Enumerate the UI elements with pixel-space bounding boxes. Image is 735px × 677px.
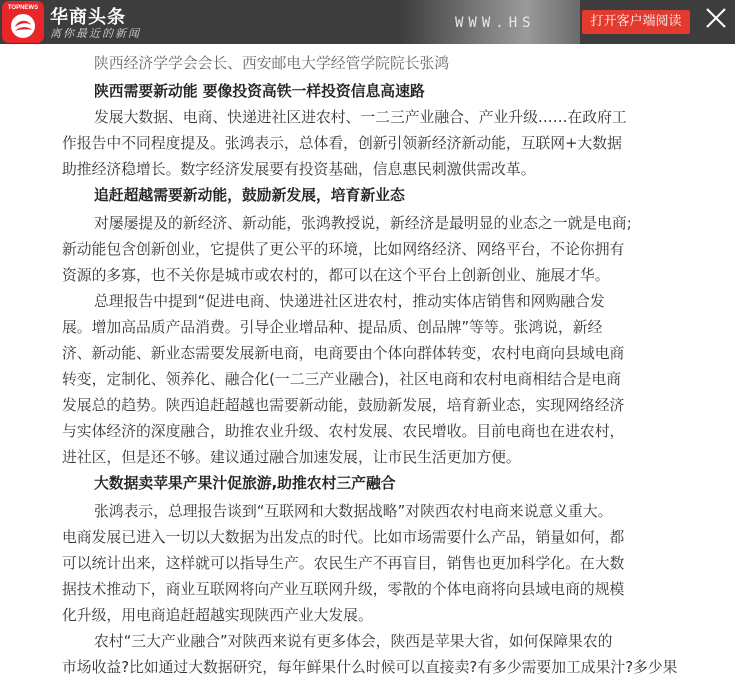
logo-badge: TOPNEWS	[7, 5, 39, 11]
paragraph-line: 展。增加高品质产品消费。引导企业增品种、提品质、创品牌”等等。张鸿说，新经	[62, 319, 603, 336]
paragraph-line: 发展大数据、电商、快递进社区进农村、一二三产业融合、产业升级……在政府工	[94, 109, 627, 126]
paragraph-line: 助推经济稳增长。数字经济发展要有投资基础，信息惠民刺激供需改革。	[62, 161, 536, 178]
brand-name: 华商头条	[50, 7, 126, 28]
paragraph-line: 张鸿表示，总理报告谈到“互联网和大数据战略”对陕西农村电商来说意义重大。	[94, 503, 613, 520]
paragraph-line: 进社区，但是还不够。建议通过融合加速发展，让市民生活更加方便。	[62, 449, 521, 466]
close-icon[interactable]	[703, 5, 729, 31]
paragraph-line: 化升级，用电商追赶超越实现陕西产业大发展。	[62, 607, 373, 624]
section-heading: 大数据卖苹果产果汁促旅游,助推农村三产融合	[94, 475, 396, 492]
paragraph-line: 济、新动能、新业态需要发展新电商，电商要由个体向群体转变，农村电商向县域电商	[62, 345, 625, 362]
paragraph-line: 对屡屡提及的新经济、新动能，张鸿教授说，新经济是最明显的业态之一就是电商;	[94, 215, 632, 232]
paragraph-line: 据技术推动下，商业互联网将向产业互联网升级，零散的个体电商将向县域电商的规模	[62, 581, 625, 598]
brand-slogan: 离你最近的新闻	[50, 27, 141, 40]
paragraph-line: 作报告中不同程度提及。张鸿表示，总体看，创新引领新经济新动能，互联网+大数据	[62, 135, 622, 152]
huashang-logo-icon	[2, 1, 44, 43]
top-banner	[0, 0, 735, 44]
paragraph-line: 新动能包含创新创业，它提供了更公平的环境，比如网络经济、网络平台，不论你拥有	[62, 241, 625, 258]
paragraph-line: 总理报告中提到“促进电商、快递进社区进农村，推动实体店销售和网购融合发	[94, 293, 605, 310]
section-heading: 追赶超越需要新动能，鼓励新发展，培育新业态	[94, 187, 405, 204]
paragraph-line: 农村“三大产业融合”对陕西来说有更多体会，陕西是苹果大省，如何保障果农的	[94, 633, 613, 650]
section-heading: 陕西需要新动能 要像投资高铁一样投资信息高速路	[94, 83, 425, 100]
paragraph-line: 转变，定制化、领养化、融合化(一二三产业融合)，社区电商和农村电商相结合是电商	[62, 371, 622, 388]
paragraph-line: 发展总的趋势。陕西追赶超越也需要新动能，鼓励新发展，培育新业态，实现网络经济	[62, 397, 625, 414]
paragraph-line: 市场收益?比如通过大数据研究，每年鲜果什么时候可以直接卖?有多少需要加工成果汁?多少果	[62, 659, 678, 676]
author-caption: 陕西经济学学会会长、西安邮电大学经管学院院长张鸿	[94, 55, 450, 72]
paragraph-line: 与实体经济的深度融合，助推农业升级、农村发展、农民增收。目前电商也在进农村，	[62, 423, 625, 440]
paragraph-line: 电商发展已进入一切以大数据为出发点的时代。比如市场需要什么产品，销量如何，都	[62, 529, 625, 546]
paragraph-line: 资源的多寡，也不关你是城市或农村的，都可以在这个平台上创新创业、施展才华。	[62, 267, 610, 284]
open-client-button[interactable]: 打开客户端阅读	[582, 10, 690, 34]
paragraph-line: 可以统计出来，这样就可以指导生产。农民生产不再盲目，销售也更加科学化。在大数	[62, 555, 625, 572]
watermark-text: WWW.HS	[455, 15, 536, 31]
